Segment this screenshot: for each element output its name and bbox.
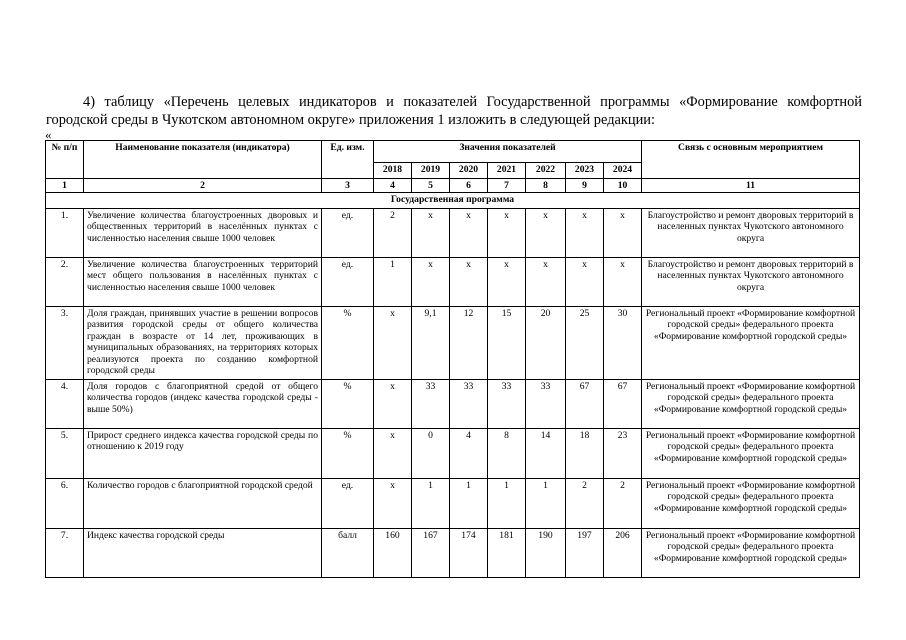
value-2023: 25 — [566, 307, 604, 380]
header-year-2018: 2018 — [374, 163, 412, 179]
value-2018: х — [374, 307, 412, 380]
column-number: 5 — [412, 179, 450, 193]
header-name: Наименование показателя (индикатора) — [84, 141, 322, 179]
value-2021: х — [488, 258, 526, 307]
value-2022: 20 — [526, 307, 566, 380]
indicator-name: Доля городов с благоприятной средой от общего количества городов (индекс качества городской среды - выше 50%) — [84, 380, 322, 429]
unit: % — [322, 307, 374, 380]
value-2023: х — [566, 209, 604, 258]
column-number: 9 — [566, 179, 604, 193]
row-number: 6. — [46, 479, 84, 529]
value-2023: 197 — [566, 529, 604, 578]
table-row — [46, 258, 860, 307]
header-year-2019: 2019 — [412, 163, 450, 179]
value-2020: 12 — [450, 307, 488, 380]
column-numbers-row — [46, 179, 860, 193]
value-2023: 2 — [566, 479, 604, 529]
header-link: Связь с основным мероприятием — [642, 141, 860, 179]
indicator-name: Увеличение количества благоустроенных дворовых и общественных территорий в населённых пунктах с численностью населения свыше 1000 человек — [84, 209, 322, 258]
value-2021: 15 — [488, 307, 526, 380]
linked-activity: Региональный проект «Формирование комфортной городской среды» федерального проекта «Формирование комфортной городской среды» — [642, 429, 860, 479]
header-year-2024: 2024 — [604, 163, 642, 179]
value-2024: 206 — [604, 529, 642, 578]
value-2024: х — [604, 258, 642, 307]
value-2020: 4 — [450, 429, 488, 479]
header-year-2022: 2022 — [526, 163, 566, 179]
header-year-2023: 2023 — [566, 163, 604, 179]
column-number: 3 — [322, 179, 374, 193]
value-2020: 33 — [450, 380, 488, 429]
row-number: 5. — [46, 429, 84, 479]
unit: балл — [322, 529, 374, 578]
value-2021: 33 — [488, 380, 526, 429]
value-2024: 23 — [604, 429, 642, 479]
value-2022: 190 — [526, 529, 566, 578]
unit: ед. — [322, 258, 374, 307]
table-row — [46, 529, 860, 578]
column-number: 10 — [604, 179, 642, 193]
table-row — [46, 380, 860, 429]
value-2019: х — [412, 258, 450, 307]
value-2023: х — [566, 258, 604, 307]
value-2024: 2 — [604, 479, 642, 529]
linked-activity: Благоустройство и ремонт дворовых территорий в населенных пунктах Чукотского автономного округа — [642, 258, 860, 307]
value-2022: 33 — [526, 380, 566, 429]
value-2023: 67 — [566, 380, 604, 429]
value-2024: х — [604, 209, 642, 258]
row-number: 4. — [46, 380, 84, 429]
table-row — [46, 209, 860, 258]
value-2019: 9,1 — [412, 307, 450, 380]
column-number: 1 — [46, 179, 84, 193]
linked-activity: Региональный проект «Формирование комфортной городской среды» федерального проекта «Формирование комфортной городской среды» — [642, 479, 860, 529]
linked-activity: Региональный проект «Формирование комфортной городской среды» федерального проекта «Формирование комфортной городской среды» — [642, 380, 860, 429]
value-2019: 167 — [412, 529, 450, 578]
column-number: 4 — [374, 179, 412, 193]
column-number: 7 — [488, 179, 526, 193]
table-row — [46, 479, 860, 529]
column-number: 11 — [642, 179, 860, 193]
header-values: Значения показателей — [374, 141, 642, 163]
value-2018: 160 — [374, 529, 412, 578]
column-number: 8 — [526, 179, 566, 193]
value-2020: х — [450, 209, 488, 258]
value-2018: х — [374, 380, 412, 429]
value-2022: х — [526, 258, 566, 307]
row-number: 7. — [46, 529, 84, 578]
indicator-name: Прирост среднего индекса качества городской среды по отношению к 2019 году — [84, 429, 322, 479]
value-2021: х — [488, 209, 526, 258]
value-2018: х — [374, 429, 412, 479]
header-year-2020: 2020 — [450, 163, 488, 179]
value-2022: х — [526, 209, 566, 258]
indicators-table — [45, 140, 860, 578]
value-2024: 67 — [604, 380, 642, 429]
value-2021: 8 — [488, 429, 526, 479]
row-number: 1. — [46, 209, 84, 258]
column-number: 6 — [450, 179, 488, 193]
linked-activity: Благоустройство и ремонт дворовых территорий в населенных пунктах Чукотского автономного округа — [642, 209, 860, 258]
table-row — [46, 307, 860, 380]
value-2020: 174 — [450, 529, 488, 578]
value-2019: 1 — [412, 479, 450, 529]
value-2019: 33 — [412, 380, 450, 429]
header-num: № п/п — [46, 141, 84, 179]
value-2018: 1 — [374, 258, 412, 307]
opening-quote: « — [45, 127, 52, 142]
value-2022: 14 — [526, 429, 566, 479]
column-number: 2 — [84, 179, 322, 193]
header-year-2021: 2021 — [488, 163, 526, 179]
row-number: 2. — [46, 258, 84, 307]
linked-activity: Региональный проект «Формирование комфортной городской среды» федерального проекта «Формирование комфортной городской среды» — [642, 529, 860, 578]
value-2020: х — [450, 258, 488, 307]
value-2024: 30 — [604, 307, 642, 380]
linked-activity: Региональный проект «Формирование комфортной городской среды» федерального проекта «Формирование комфортной городской среды» — [642, 307, 860, 380]
intro-paragraph: 4) таблицу «Перечень целевых индикаторов и показателей Государственной программы «Формирование комфортной городской среды в Чукотском автономном округе» приложения 1 изложить в следующей редакции: — [46, 94, 862, 128]
value-2018: х — [374, 479, 412, 529]
value-2021: 181 — [488, 529, 526, 578]
value-2019: 0 — [412, 429, 450, 479]
value-2021: 1 — [488, 479, 526, 529]
value-2018: 2 — [374, 209, 412, 258]
value-2022: 1 — [526, 479, 566, 529]
table-row — [46, 429, 860, 479]
unit: % — [322, 380, 374, 429]
indicator-name: Индекс качества городской среды — [84, 529, 322, 578]
header-unit: Ед. изм. — [322, 141, 374, 179]
unit: ед. — [322, 209, 374, 258]
row-number: 3. — [46, 307, 84, 380]
value-2020: 1 — [450, 479, 488, 529]
value-2023: 18 — [566, 429, 604, 479]
indicator-name: Увеличение количества благоустроенных территорий мест общего пользования в населённых пунктах с численностью населения свыше 1000 человек — [84, 258, 322, 307]
unit: % — [322, 429, 374, 479]
section-row — [46, 193, 860, 209]
header-row — [46, 141, 860, 163]
indicator-name: Количество городов с благоприятной городской средой — [84, 479, 322, 529]
indicator-name: Доля граждан, принявших участие в решении вопросов развития городской среды от общего количества граждан в возрасте от 14 лет, проживающих в муниципальных образованиях, на территориях которых реализуются проекта по созданию комфортной городской среды — [84, 307, 322, 380]
unit: ед. — [322, 479, 374, 529]
value-2019: х — [412, 209, 450, 258]
section-title: Государственная программа — [46, 193, 860, 209]
